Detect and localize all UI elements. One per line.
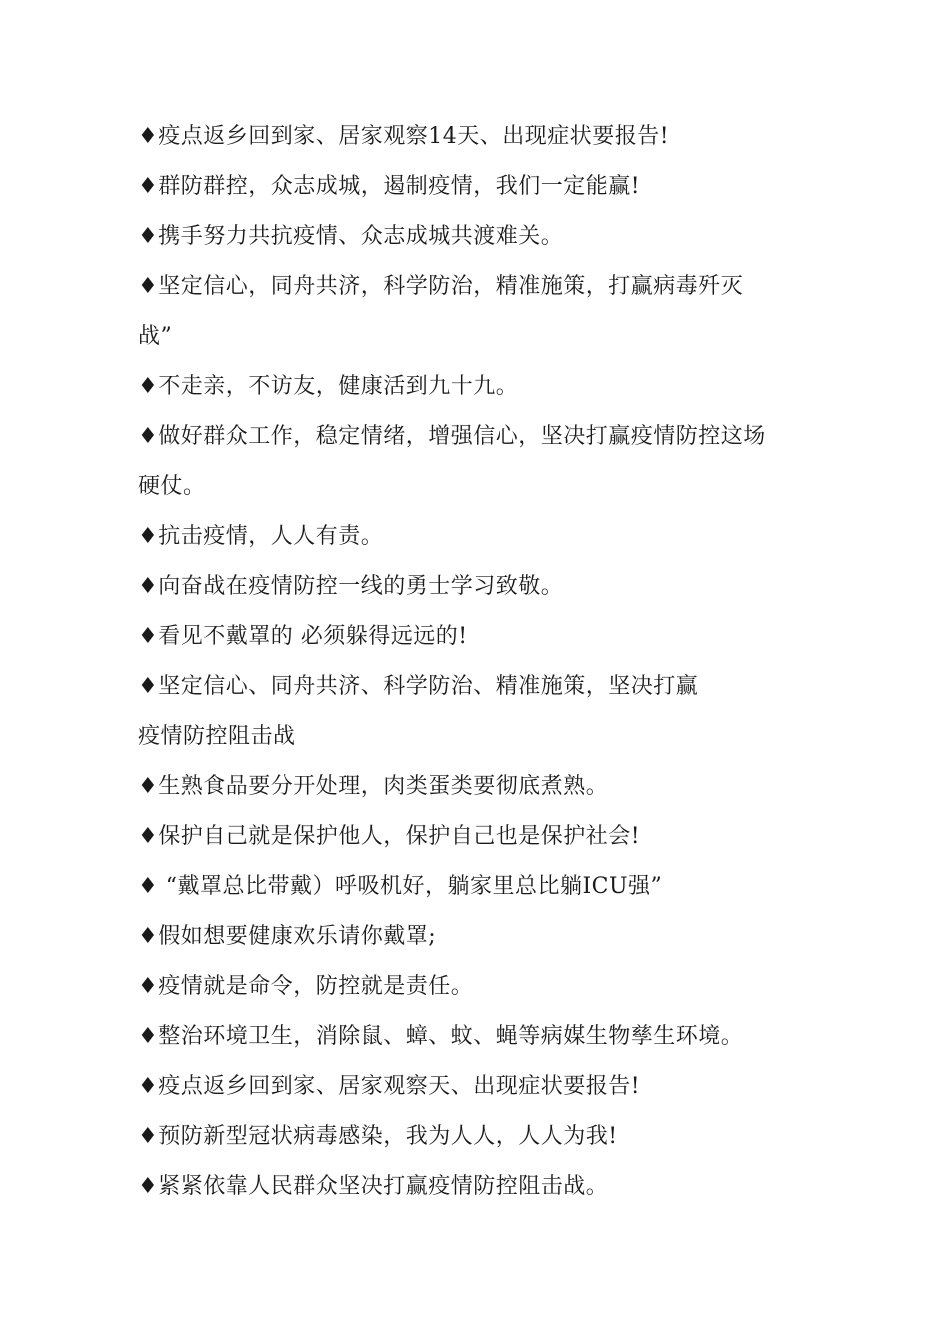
slogan-line: ♦疫点返乡回到家、居家观察天、出现症状要报告! (138, 1074, 641, 1099)
slogan-line: ♦疫情就是命令，防控就是责任。 (138, 974, 474, 999)
slogan-line: ♦向奋战在疫情防控一线的勇士学习致敬。 (138, 574, 564, 599)
slogan-line: ♦坚定信心、同舟共济、科学防治、精准施策，坚决打赢 (138, 674, 699, 699)
slogan-line: ♦ “戴罩总比带戴）呼吸机好，躺家里总比躺ICU强” (138, 874, 663, 899)
slogan-line: ♦生熟食品要分开处理，肉类蛋类要彻底煮熟。 (138, 774, 609, 799)
slogan-line: ♦坚定信心，同舟共济，科学防治，精准施策，打赢病毒歼灭 (138, 274, 744, 299)
slogan-line: ♦保护自己就是保护他人，保护自己也是保护社会! (138, 824, 641, 849)
slogan-line: 疫情防控阻击战 (138, 724, 296, 749)
slogan-line: ♦疫点返乡回到家、居家观察14天、出现症状要报告! (138, 124, 670, 149)
slogan-line: ♦预防新型冠状病毒感染，我为人人，人人为我! (138, 1124, 618, 1149)
slogan-line: ♦做好群众工作，稳定情绪，增强信心，坚决打赢疫情防控这场 (138, 424, 766, 449)
slogan-line: ♦群防群控，众志成城，遏制疫情，我们一定能赢! (138, 174, 641, 199)
slogan-line: ♦抗击疫情，人人有责。 (138, 524, 384, 549)
slogan-line: ♦携手努力共抗疫情、众志成城共渡难关。 (138, 224, 564, 249)
slogan-line: ♦整治环境卫生，消除鼠、蟑、蚊、蝇等病媒生物孳生环境。 (138, 1024, 744, 1049)
slogan-line: 战” (138, 324, 173, 349)
slogan-line: ♦不走亲，不访友，健康活到九十九。 (138, 374, 519, 399)
slogan-line: ♦假如想要健康欢乐请你戴罩; (138, 924, 437, 949)
slogan-line: ♦紧紧依靠人民群众坚决打赢疫情防控阻击战。 (138, 1174, 609, 1199)
slogan-list (138, 112, 828, 1212)
slogan-line: 硬仗。 (138, 474, 206, 499)
slogan-line: ♦看见不戴罩的 必须躲得远远的! (138, 624, 468, 649)
